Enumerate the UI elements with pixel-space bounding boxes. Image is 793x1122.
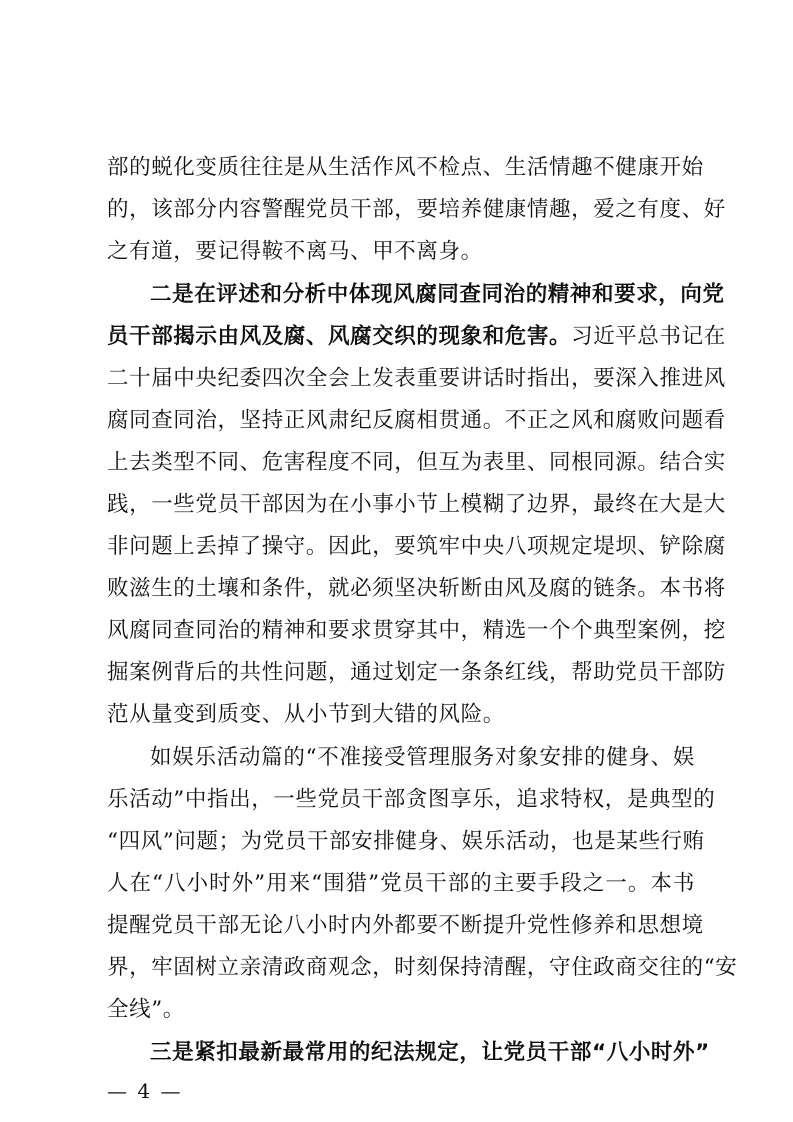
paragraph-2-line-8: 败滋生的土壤和条件，就必须坚决斩断由风及腐的链条。本书将 [107, 576, 726, 601]
paragraph-2-heading-tail: 员干部揭示由风及腐、风腐交织的现象和危害。 [107, 324, 572, 349]
paragraph-2-line-7: 非问题上丢掉了操守。因此，要筑牢中央八项规定堤坝、铲除腐 [107, 534, 726, 559]
page-number: — 4 — [107, 1079, 183, 1103]
paragraph-2-line-1: 二是在评述和分析中体现风腐同查同治的精神和要求，向党 [150, 282, 725, 307]
paragraph-2-line-11: 范从量变到质变、从小节到大错的风险。 [107, 702, 505, 727]
paragraph-2-line-6: 践，一些党员干部因为在小事小节上模糊了边界，最终在大是大 [107, 492, 726, 517]
paragraph-2-line-10: 掘案例背后的共性问题，通过划定一条条红线，帮助党员干部防 [107, 660, 726, 685]
paragraph-3-line-4: 人在“八小时外”用来“围猎”党员干部的主要手段之一。本书 [107, 871, 695, 896]
paragraph-3-line-5: 提醒党员干部无论八小时内外都要不断提升党性修养和思想境 [107, 913, 704, 938]
paragraph-3-line-3: “四风”问题；为党员干部安排健身、娱乐活动，也是某些行贿 [107, 829, 705, 854]
paragraph-2-line-2 [107, 317, 726, 357]
paragraph-4-line-1: 三是紧扣最新最常用的纪法规定，让党员干部“八小时外” [150, 1040, 710, 1065]
paragraph-3-line-1: 如娱乐活动篇的“不准接受管理服务对象安排的健身、娱 [150, 745, 695, 770]
paragraph-1-line-1: 部的蜕化变质往往是从生活作风不检点、生活情趣不健康开始 [107, 155, 704, 180]
paragraph-1-line-3: 之有道，要记得鞍不离马、甲不离身。 [107, 239, 483, 264]
paragraph-2-line-4: 腐同查同治，坚持正风肃纪反腐相贯通。不正之风和腐败问题看 [107, 408, 726, 433]
paragraph-3-line-6: 界，牢固树立亲清政商观念，时刻保持清醒，守住政商交往的“安 [107, 955, 738, 980]
paragraph-3-line-2: 乐活动”中指出，一些党员干部贪图享乐，追求特权，是典型的 [107, 787, 716, 812]
paragraph-2-line-5: 上去类型不同、危害程度不同，但互为表里、同根同源。结合实 [107, 450, 726, 475]
paragraph-1-line-2: 的，该部分内容警醒党员干部，要培养健康情趣，爱之有度、好 [107, 197, 726, 222]
paragraph-3-line-7: 全线”。 [107, 997, 185, 1022]
paragraph-2-line-2-rest: 习近平总书记在 [571, 324, 726, 349]
paragraph-2-line-9: 风腐同查同治的精神和要求贯穿其中，精选一个个典型案例，挖 [107, 618, 726, 643]
paragraph-2-line-3: 二十届中央纪委四次全会上发表重要讲话时指出，要深入推进风 [107, 366, 726, 391]
